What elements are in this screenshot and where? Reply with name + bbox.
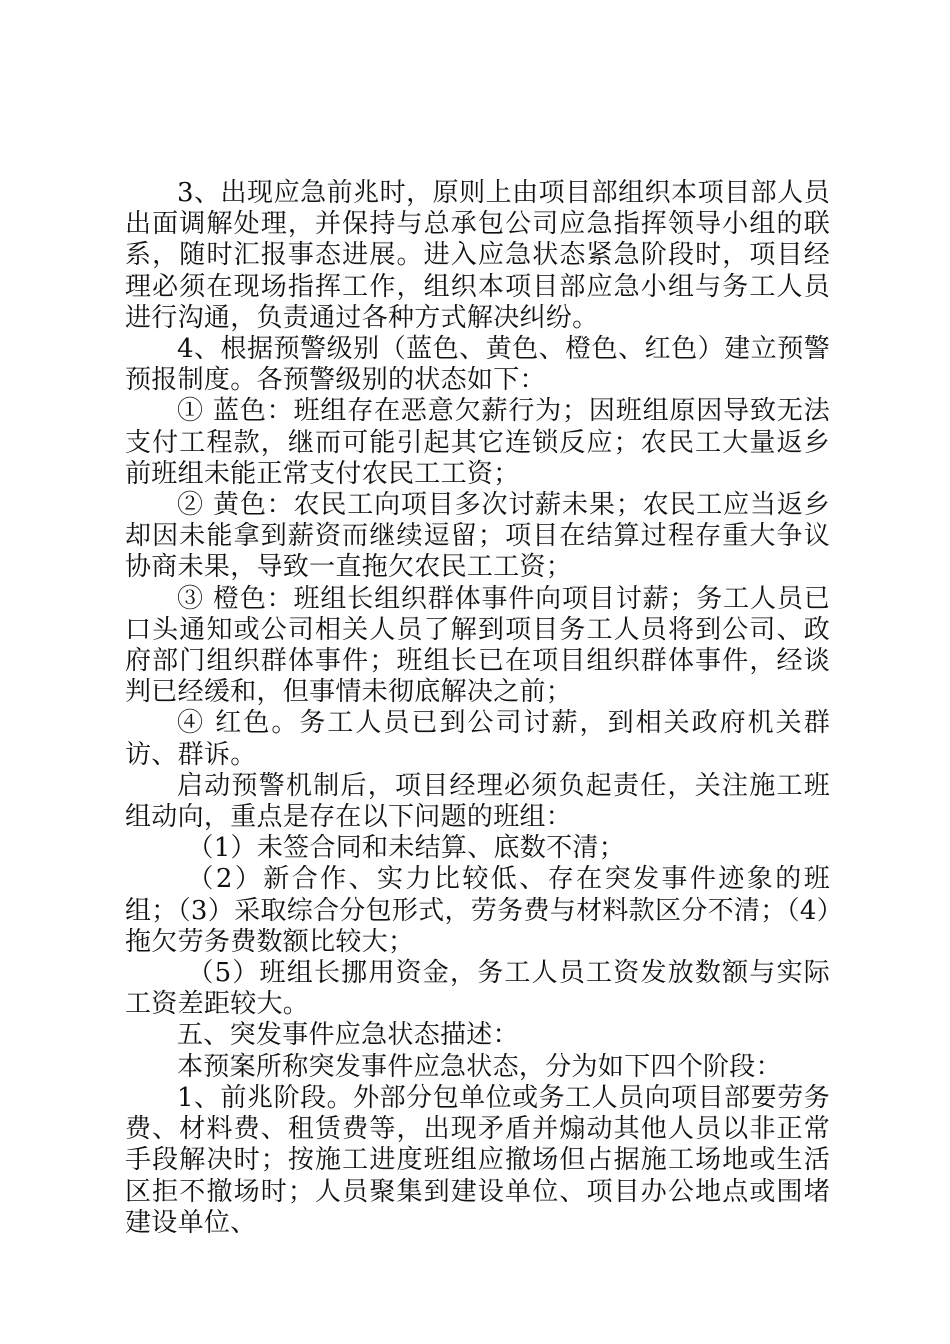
paragraph-precursor-stage: 1、前兆阶段。外部分包单位或务工人员向项目部要劳务费、材料费、租赁费等，出现矛盾并煽动其他人员以非正常手段解决时；按施工进度班组应撤场但占据施工场地或生活区拒不撤场时；人员聚集到建设单位、项目办公地点或围堵建设单位、 bbox=[125, 1082, 830, 1238]
section-heading-five: 五、突发事件应急状态描述： bbox=[177, 1020, 519, 1051]
paragraph-four-stages-intro: 本预案所称突发事件应急状态，分为如下四个阶段： bbox=[177, 1051, 782, 1082]
list-item-2-3-4: （2）新合作、实力比较低、存在突发事件迹象的班组；（3）采取综合分包形式，劳务费与材料款区分不清；（4）拖欠劳务费数额比较大； bbox=[125, 864, 830, 957]
paragraph-emergency-precursor-handling: 3、出现应急前兆时，原则上由项目部组织本项目部人员出面调解处理，并保持与总承包公司应急指挥领导小组的联系，随时汇报事态进展。进入应急状态紧急阶段时，项目经理必须在现场指挥工作，组织本项目部应急小组与务工人员进行沟通，负责通过各种方式解决纠纷。 bbox=[125, 178, 830, 333]
paragraph-yellow-warning: ② 黄色：农民工向项目多次讨薪未果；农民工应当返乡却因未能拿到薪资而继续逗留；项目在结算过程存重大争议协商未果，导致一直拖欠农民工工资； bbox=[125, 490, 830, 583]
paragraph-orange-warning: ③ 橙色：班组长组织群体事件向项目讨薪；务工人员已口头通知或公司相关人员了解到项目务工人员将到公司、政府部门组织群体事件；班组长已在项目组织群体事件，经谈判已经缓和，但事情未彻底解决之前； bbox=[125, 583, 830, 708]
list-item-1: （1）未签合同和未结算、底数不清； bbox=[187, 833, 626, 864]
list-item-5: （5）班组长挪用资金，务工人员工资发放数额与实际工资差距较大。 bbox=[125, 958, 830, 1020]
document-body bbox=[125, 178, 830, 1239]
paragraph-red-warning: ④ 红色。务工人员已到公司讨薪，到相关政府机关群访、群诉。 bbox=[125, 708, 830, 770]
paragraph-blue-warning: ① 蓝色：班组存在恶意欠薪行为；因班组原因导致无法支付工程款，继而可能引起其它连锁反应；农民工大量返乡前班组未能正常支付农民工工资； bbox=[125, 396, 830, 489]
paragraph-warning-mechanism: 启动预警机制后，项目经理必须负起责任，关注施工班组动向，重点是存在以下问题的班组： bbox=[125, 770, 830, 833]
paragraph-warning-levels-intro: 4、根据预警级别（蓝色、黄色、橙色、红色）建立预警预报制度。各预警级别的状态如下： bbox=[125, 334, 830, 396]
